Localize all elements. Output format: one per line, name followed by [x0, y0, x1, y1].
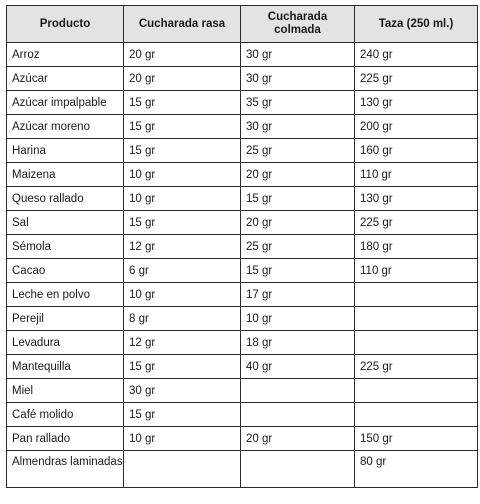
cell-taza: 180 gr [355, 235, 478, 259]
header-taza: Taza (250 ml.) [355, 6, 478, 43]
cell-producto: Perejil [7, 307, 124, 331]
table-row [7, 91, 478, 115]
cell-producto: Azúcar impalpable [7, 91, 124, 115]
cell-taza [355, 379, 478, 403]
cell-producto: Miel [7, 379, 124, 403]
table-row [7, 403, 478, 427]
table-row [7, 307, 478, 331]
cell-taza: 225 gr [355, 211, 478, 235]
cell-cucharada-colmada: 30 gr [241, 43, 355, 67]
header-cucharada-rasa: Cucharada rasa [124, 6, 241, 43]
cell-cucharada-rasa: 20 gr [124, 43, 241, 67]
cell-cucharada-colmada: 25 gr [241, 139, 355, 163]
cell-cucharada-colmada: 30 gr [241, 115, 355, 139]
cell-producto: Maizena [7, 163, 124, 187]
cell-taza: 150 gr [355, 427, 478, 451]
cell-cucharada-colmada: 15 gr [241, 187, 355, 211]
cell-cucharada-colmada: 25 gr [241, 235, 355, 259]
cell-producto: Harina [7, 139, 124, 163]
cell-cucharada-colmada [241, 451, 355, 488]
cell-taza: 240 gr [355, 43, 478, 67]
cell-producto: Queso rallado [7, 187, 124, 211]
header-row [7, 6, 478, 43]
cell-taza: 225 gr [355, 355, 478, 379]
table-row [7, 355, 478, 379]
cell-cucharada-colmada: 15 gr [241, 259, 355, 283]
cell-cucharada-colmada: 20 gr [241, 427, 355, 451]
cell-producto: Almendras laminadas [7, 451, 124, 488]
cell-taza: 110 gr [355, 259, 478, 283]
cell-cucharada-rasa: 30 gr [124, 379, 241, 403]
cell-taza: 200 gr [355, 115, 478, 139]
table-row [7, 139, 478, 163]
table-body [7, 43, 478, 488]
cell-cucharada-rasa: 15 gr [124, 91, 241, 115]
cell-producto: Levadura [7, 331, 124, 355]
table-row [7, 235, 478, 259]
cell-cucharada-colmada [241, 403, 355, 427]
cell-cucharada-colmada: 17 gr [241, 283, 355, 307]
cell-taza: 80 gr [355, 451, 478, 488]
cell-cucharada-colmada: 40 gr [241, 355, 355, 379]
header-producto: Producto [7, 6, 124, 43]
cell-cucharada-rasa: 15 gr [124, 355, 241, 379]
cell-cucharada-colmada: 30 gr [241, 67, 355, 91]
cell-cucharada-rasa: 12 gr [124, 235, 241, 259]
cell-taza: 130 gr [355, 187, 478, 211]
cell-cucharada-rasa: 8 gr [124, 307, 241, 331]
cell-cucharada-colmada: 35 gr [241, 91, 355, 115]
table-header [7, 6, 478, 43]
cell-producto: Café molido [7, 403, 124, 427]
cell-taza [355, 403, 478, 427]
cell-cucharada-colmada: 20 gr [241, 211, 355, 235]
cell-cucharada-rasa: 6 gr [124, 259, 241, 283]
table-row [7, 67, 478, 91]
measurements-table-container [6, 5, 478, 488]
cell-cucharada-rasa: 15 gr [124, 115, 241, 139]
cell-cucharada-colmada: 20 gr [241, 163, 355, 187]
cell-producto: Azúcar moreno [7, 115, 124, 139]
cell-producto: Sémola [7, 235, 124, 259]
cell-cucharada-rasa: 15 gr [124, 211, 241, 235]
measurements-table [6, 5, 478, 488]
table-row [7, 451, 478, 488]
table-row [7, 283, 478, 307]
cell-taza: 130 gr [355, 91, 478, 115]
cell-cucharada-rasa: 15 gr [124, 403, 241, 427]
cell-cucharada-colmada [241, 379, 355, 403]
cell-cucharada-colmada: 10 gr [241, 307, 355, 331]
table-row [7, 427, 478, 451]
cell-taza [355, 283, 478, 307]
table-row [7, 43, 478, 67]
cell-taza [355, 307, 478, 331]
cell-cucharada-rasa: 20 gr [124, 67, 241, 91]
cell-cucharada-rasa: 10 gr [124, 427, 241, 451]
cell-cucharada-rasa: 10 gr [124, 187, 241, 211]
cell-producto: Cacao [7, 259, 124, 283]
table-row [7, 211, 478, 235]
cell-taza: 160 gr [355, 139, 478, 163]
cell-producto: Leche en polvo [7, 283, 124, 307]
cell-cucharada-rasa: 10 gr [124, 283, 241, 307]
cell-cucharada-colmada: 18 gr [241, 331, 355, 355]
table-row [7, 379, 478, 403]
cell-taza: 225 gr [355, 67, 478, 91]
table-row [7, 259, 478, 283]
cell-producto: Arroz [7, 43, 124, 67]
cell-cucharada-rasa: 12 gr [124, 331, 241, 355]
table-row [7, 163, 478, 187]
cell-producto: Azúcar [7, 67, 124, 91]
header-cucharada-colmada: Cucharada colmada [241, 6, 355, 43]
table-row [7, 331, 478, 355]
cell-producto: Mantequilla [7, 355, 124, 379]
table-row [7, 187, 478, 211]
cell-producto: Pan rallado [7, 427, 124, 451]
cell-producto: Sal [7, 211, 124, 235]
cell-taza: 110 gr [355, 163, 478, 187]
cell-cucharada-rasa: 15 gr [124, 139, 241, 163]
cell-taza [355, 331, 478, 355]
cell-cucharada-rasa: 10 gr [124, 163, 241, 187]
table-row [7, 115, 478, 139]
cell-cucharada-rasa [124, 451, 241, 488]
